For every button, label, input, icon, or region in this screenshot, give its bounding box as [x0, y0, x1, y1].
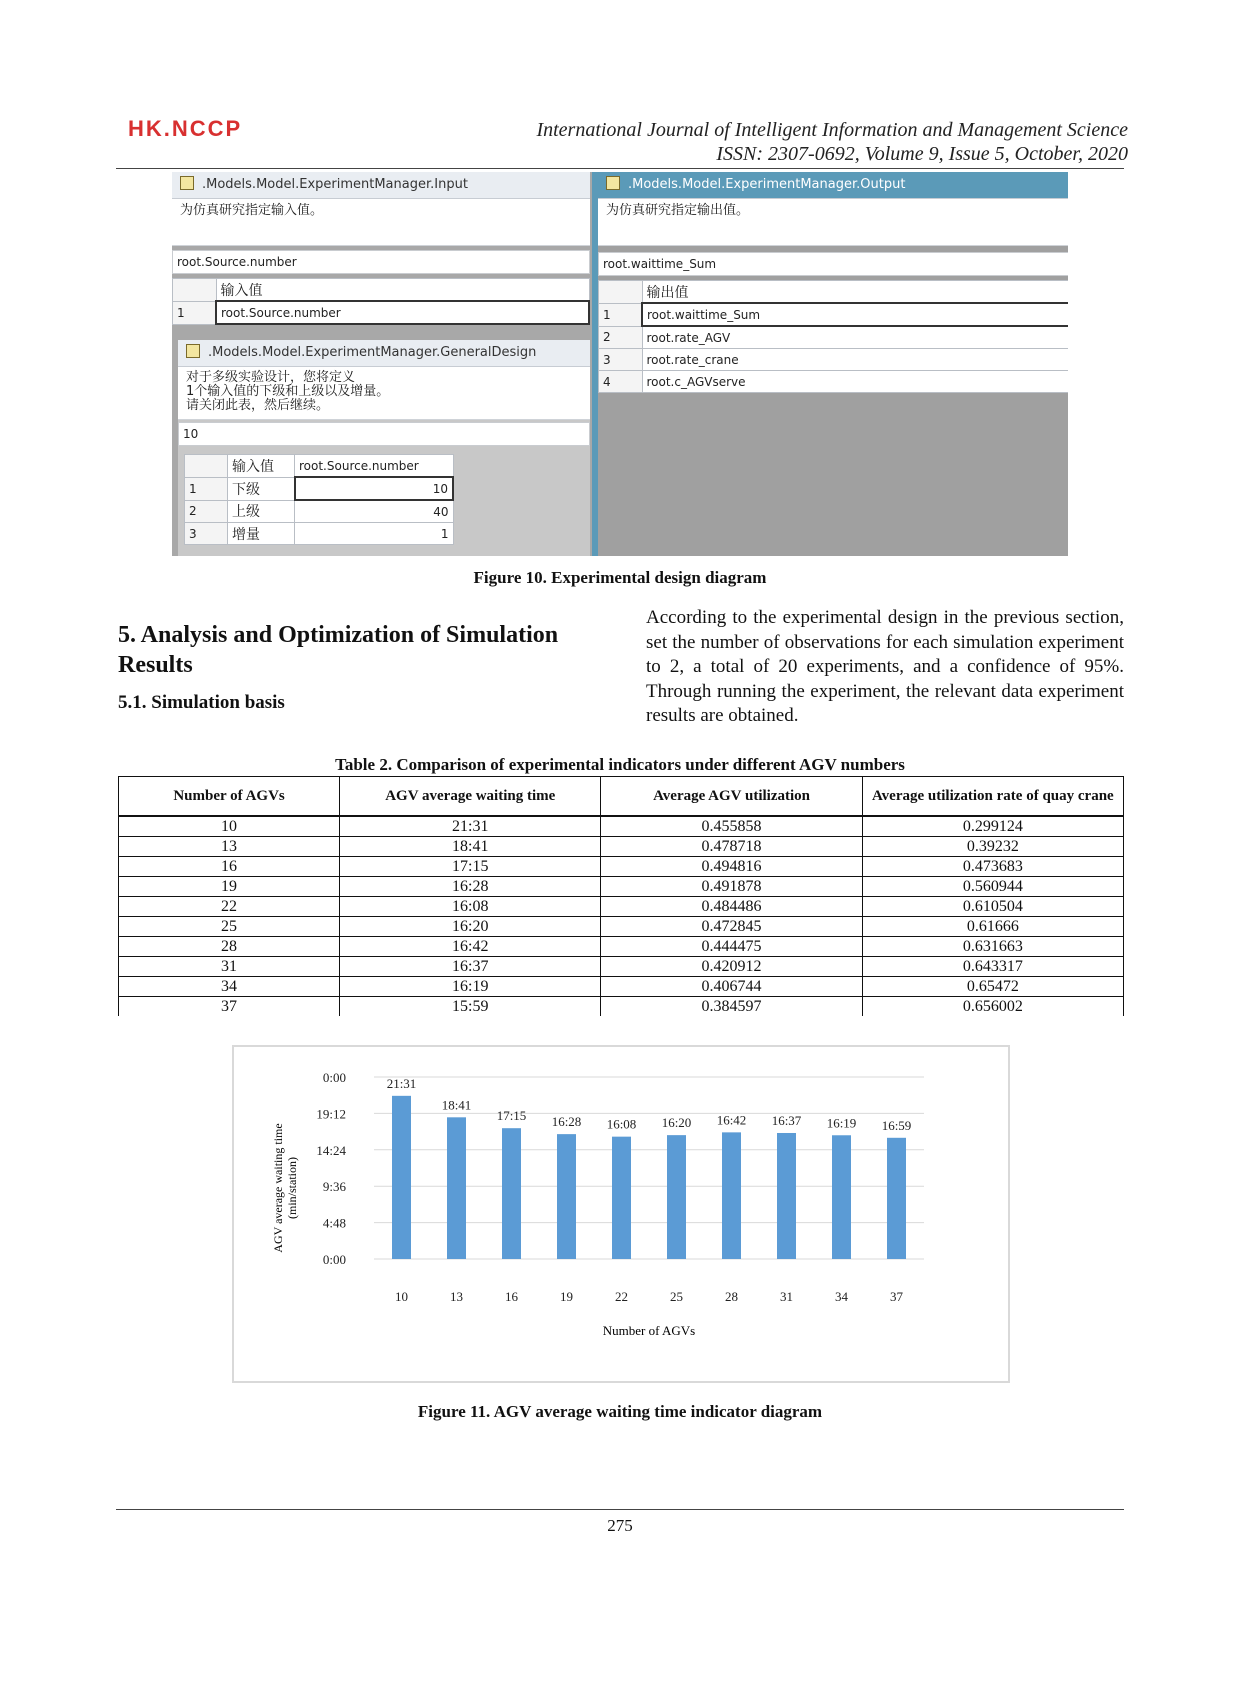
table-cell: 16:37	[340, 957, 601, 977]
table-cell: 0.406744	[601, 977, 862, 997]
y-axis-label-unit: (min/station)	[285, 1157, 299, 1219]
data-label: 16:19	[826, 1115, 857, 1131]
row-index: 1	[599, 303, 643, 326]
x-tick-label: 16	[505, 1289, 518, 1304]
row-index: 2	[185, 500, 228, 523]
data-label: 16:59	[881, 1117, 912, 1133]
output-panel-description: 为仿真研究指定输出值。	[598, 199, 1068, 246]
output-grid	[598, 280, 1068, 393]
data-label: 17:15	[496, 1108, 527, 1124]
table-cell: 0.478718	[601, 837, 862, 857]
table-icon	[186, 344, 200, 358]
table-icon	[180, 176, 194, 190]
input-grid	[172, 278, 590, 325]
table-cell: 34	[119, 977, 340, 997]
y-tick-label: 9:36	[322, 1179, 346, 1195]
table-cell: 0.472845	[601, 917, 862, 937]
input-panel-description: 为仿真研究指定输入值。	[172, 199, 590, 246]
bar	[557, 1134, 576, 1259]
table-cell: 16:42	[340, 937, 601, 957]
table-cell: 37	[119, 997, 340, 1017]
journal-issue: ISSN: 2307-0692, Volume 9, Issue 5, October, 2020	[716, 143, 1128, 165]
bar	[887, 1138, 906, 1259]
table-cell: 0.455858	[601, 816, 862, 837]
footer-rule	[116, 1509, 1124, 1510]
bar	[392, 1096, 411, 1259]
design-label: 上级	[228, 500, 295, 523]
bar	[667, 1135, 686, 1259]
table-cell: 0.299124	[862, 816, 1123, 837]
output-col-header: 输出值	[642, 281, 1068, 304]
subsection-heading: 5.1. Simulation basis	[118, 692, 285, 713]
table-cell: 16:28	[340, 877, 601, 897]
table-cell: 0.61666	[862, 917, 1123, 937]
row-index: 1	[185, 477, 228, 500]
design-col2: root.Source.number	[295, 455, 454, 478]
table-cell: 16:08	[340, 897, 601, 917]
data-label: 16:37	[771, 1112, 802, 1128]
input-col-header: 输入值	[216, 279, 589, 302]
bar	[447, 1117, 466, 1259]
table-cell: 15:59	[340, 997, 601, 1017]
y-axis-label: AGV average waiting time	[271, 1123, 285, 1253]
data-label: 16:08	[606, 1116, 637, 1132]
figure-10-caption: Figure 10. Experimental design diagram	[473, 568, 767, 587]
table-cell: 0.420912	[601, 957, 862, 977]
table-cell: 18:41	[340, 837, 601, 857]
input-panel	[172, 172, 590, 336]
output-cell[interactable]: root.rate_crane	[642, 349, 1068, 371]
table-cell: 0.610504	[862, 897, 1123, 917]
output-cell[interactable]: root.waittime_Sum	[642, 303, 1068, 326]
table-cell: 21:31	[340, 816, 601, 837]
table-row	[119, 816, 1124, 837]
output-cell[interactable]: root.rate_AGV	[642, 326, 1068, 349]
table-cell: 19	[119, 877, 340, 897]
data-label: 16:20	[661, 1115, 692, 1131]
table-cell: 0.631663	[862, 937, 1123, 957]
table-2	[118, 776, 1124, 1016]
general-design-panel	[178, 340, 590, 556]
x-tick-label: 22	[615, 1289, 628, 1304]
table-cell: 0.473683	[862, 857, 1123, 877]
output-field[interactable]: root.waittime_Sum	[598, 252, 1068, 276]
table-row	[119, 917, 1124, 937]
table-2-caption: Table 2. Comparison of experimental indicators under different AGV numbers	[335, 755, 905, 774]
input-panel-title: .Models.Model.ExperimentManager.Input	[172, 172, 590, 199]
table-cell: 25	[119, 917, 340, 937]
data-label: 16:28	[551, 1114, 582, 1130]
table-row	[119, 857, 1124, 877]
table-row	[119, 997, 1124, 1017]
table-cell: 31	[119, 957, 340, 977]
x-axis-label: Number of AGVs	[602, 1323, 696, 1338]
data-label: 18:41	[441, 1097, 472, 1113]
row-index: 1	[173, 301, 217, 324]
design-field[interactable]: 10	[178, 422, 590, 446]
table-cell: 0.444475	[601, 937, 862, 957]
table-row	[119, 957, 1124, 977]
x-tick-label: 13	[450, 1289, 463, 1304]
figure-11-chart-frame	[232, 1045, 1010, 1383]
design-value[interactable]: 40	[295, 500, 454, 523]
table-cell: 16	[119, 857, 340, 877]
table-cell: 0.560944	[862, 877, 1123, 897]
table-cell: 0.656002	[862, 997, 1123, 1017]
table-cell: 0.65472	[862, 977, 1123, 997]
figure-11-caption: Figure 11. AGV average waiting time indicator diagram	[417, 1402, 823, 1421]
table-header: Average AGV utilization	[601, 777, 862, 817]
x-tick-label: 10	[395, 1289, 408, 1304]
journal-info	[536, 118, 1128, 166]
output-panel	[592, 172, 1068, 556]
table-icon	[606, 176, 620, 190]
x-tick-label: 25	[670, 1289, 683, 1304]
table-row	[119, 977, 1124, 997]
section-heading: 5. Analysis and Optimization of Simulation Results	[118, 622, 559, 678]
y-tick-label: 0:00	[322, 1252, 346, 1267]
data-label: 16:42	[716, 1112, 747, 1128]
table-cell: 0.39232	[862, 837, 1123, 857]
table-cell: 10	[119, 816, 340, 837]
table-cell: 22	[119, 897, 340, 917]
table-cell: 17:15	[340, 857, 601, 877]
row-index: 2	[599, 326, 643, 349]
row-index: 3	[185, 523, 228, 545]
table-cell: 13	[119, 837, 340, 857]
journal-title: International Journal of Intelligent Information and Management Science	[536, 119, 1128, 141]
table-row	[119, 877, 1124, 897]
bar	[502, 1128, 521, 1259]
row-index: 4	[599, 371, 643, 393]
design-panel-title: .Models.Model.ExperimentManager.GeneralDesign	[178, 340, 590, 367]
table-cell: 28	[119, 937, 340, 957]
y-tick-label: 0:00	[322, 1070, 346, 1085]
y-tick-label: 4:48	[322, 1215, 346, 1231]
x-tick-label: 19	[560, 1289, 573, 1304]
bar-chart	[234, 1047, 1008, 1381]
output-panel-title: .Models.Model.ExperimentManager.Output	[598, 172, 1068, 199]
bar	[612, 1137, 631, 1259]
y-tick-label: 19:12	[316, 1106, 346, 1122]
design-label: 下级	[228, 477, 295, 500]
input-cell[interactable]: root.Source.number	[216, 301, 589, 324]
journal-logo: HK.NCCP	[128, 116, 243, 141]
output-cell[interactable]: root.c_AGVserve	[642, 371, 1068, 393]
row-index: 3	[599, 349, 643, 371]
table-header: AGV average waiting time	[340, 777, 601, 817]
design-value[interactable]: 1	[295, 523, 454, 545]
table-cell: 0.384597	[601, 997, 862, 1017]
header-rule	[116, 168, 1124, 169]
table-row	[119, 897, 1124, 917]
page-number: 275	[607, 1516, 633, 1535]
table-cell: 16:20	[340, 917, 601, 937]
body-paragraph: According to the experimental design in the previous section, set the number of observations for each simulation experiment to 2, a total of 20 experiments, and a confidence of 95%. Through running the experiment, the relevant data experiment results are obtained.	[646, 607, 1124, 726]
table-cell: 0.494816	[601, 857, 862, 877]
x-tick-label: 31	[780, 1289, 793, 1304]
data-label: 21:31	[386, 1075, 417, 1091]
table-header: Number of AGVs	[119, 777, 340, 817]
y-tick-label: 14:24	[316, 1142, 346, 1158]
figure-10-screenshot	[172, 172, 1068, 556]
table-row	[119, 937, 1124, 957]
design-col1: 输入值	[228, 455, 295, 478]
design-label: 增量	[228, 523, 295, 545]
table-header: Average utilization rate of quay crane	[862, 777, 1123, 817]
table-cell: 0.643317	[862, 957, 1123, 977]
table-cell: 16:19	[340, 977, 601, 997]
x-tick-label: 34	[835, 1289, 848, 1304]
design-value[interactable]: 10	[295, 477, 454, 500]
x-tick-label: 28	[725, 1289, 738, 1304]
input-field[interactable]: root.Source.number	[172, 250, 590, 274]
bar	[722, 1132, 741, 1259]
bar	[777, 1133, 796, 1259]
table-cell: 0.484486	[601, 897, 862, 917]
design-grid	[184, 454, 454, 545]
design-panel-description: 对于多级实验设计，您将定义 1个输入值的下级和上级以及增量。 请关闭此表，然后继续。	[178, 367, 590, 420]
table-row	[119, 837, 1124, 857]
x-tick-label: 37	[890, 1289, 903, 1304]
table-cell: 0.491878	[601, 877, 862, 897]
bar	[832, 1135, 851, 1259]
